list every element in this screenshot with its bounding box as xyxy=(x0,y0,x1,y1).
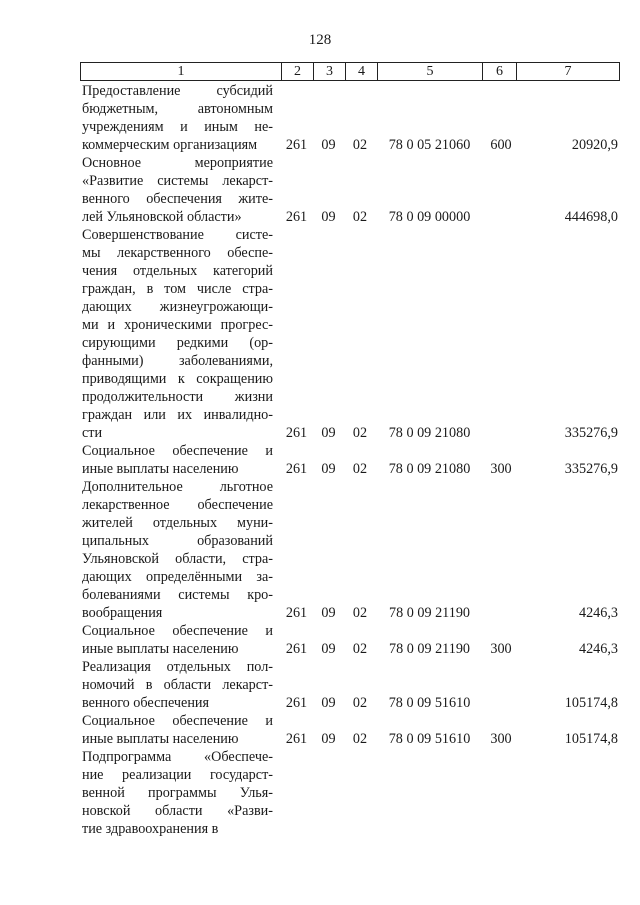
target-article: 78 0 09 21080 xyxy=(388,461,471,477)
table-body xyxy=(82,82,618,838)
description-line: Ульяновской области, стра- xyxy=(82,551,273,567)
subsection-code: 02 xyxy=(352,137,368,153)
description-line: бюджетным, автономным xyxy=(82,101,273,117)
description-line: учреждениям и иным не- xyxy=(82,119,273,135)
description-line: Социальное обеспечение и xyxy=(82,713,273,729)
table-row xyxy=(82,748,618,838)
description-line: чения отдельных категорий xyxy=(82,263,273,279)
amount: 335276,9 xyxy=(564,425,618,441)
description-line: дающих определёнными за- xyxy=(82,569,273,585)
description-line: номочий в области лекарст- xyxy=(82,677,273,693)
description-line: Основное мероприятие xyxy=(82,155,273,171)
admin-code: 261 xyxy=(285,731,308,747)
description-line: вообращения xyxy=(82,605,163,621)
description-line: приводящими к сокращению xyxy=(82,371,273,387)
description-line: венного обеспечения жите- xyxy=(82,191,273,207)
section-code: 09 xyxy=(321,605,336,621)
row-description xyxy=(82,658,281,712)
description-line: болеваниями системы кро- xyxy=(82,587,273,603)
amount: 444698,0 xyxy=(564,209,618,225)
description-line: иные выплаты населению xyxy=(82,641,239,657)
header-cell: 7 xyxy=(564,64,572,79)
expense-type: 300 xyxy=(490,731,512,747)
amount: 4246,3 xyxy=(578,641,618,657)
subsection-code: 02 xyxy=(352,461,368,477)
section-code: 09 xyxy=(321,461,336,477)
table-header xyxy=(80,62,620,81)
row-description xyxy=(82,442,281,478)
description-line: венной программы Улья- xyxy=(82,785,273,801)
row-description xyxy=(82,154,281,226)
description-line: тие здравоохранения в xyxy=(82,821,219,837)
row-description xyxy=(82,712,281,748)
admin-code: 261 xyxy=(285,137,308,153)
page-number: 128 xyxy=(308,32,332,48)
description-line: граждан, в том числе стра- xyxy=(82,281,273,297)
target-article: 78 0 09 51610 xyxy=(388,731,471,747)
row-description xyxy=(82,622,281,658)
description-line: новской области «Разви- xyxy=(82,803,273,819)
header-cell: 4 xyxy=(346,63,378,80)
table-row xyxy=(82,154,618,226)
subsection-code: 02 xyxy=(352,731,368,747)
target-article: 78 0 09 00000 xyxy=(388,209,471,225)
admin-code: 261 xyxy=(285,461,308,477)
row-description xyxy=(82,82,281,154)
description-line: Дополнительное льготное xyxy=(82,479,273,495)
table-row xyxy=(82,622,618,658)
description-line: Социальное обеспечение и xyxy=(82,623,273,639)
subsection-code: 02 xyxy=(352,425,368,441)
description-line: мы лекарственного обеспе- xyxy=(82,245,273,261)
table-row xyxy=(82,658,618,712)
admin-code: 261 xyxy=(285,209,308,225)
description-line: Предоставление субсидий xyxy=(82,83,273,99)
amount: 335276,9 xyxy=(564,461,618,477)
description-line: Социальное обеспечение и xyxy=(82,443,273,459)
row-description xyxy=(82,748,281,838)
target-article: 78 0 05 21060 xyxy=(388,137,471,153)
row-description xyxy=(82,226,281,442)
table-row xyxy=(82,442,618,478)
table-row xyxy=(82,82,618,154)
description-line: «Развитие системы лекарст- xyxy=(82,173,273,189)
description-line: лей Ульяновской области» xyxy=(82,209,242,225)
subsection-code: 02 xyxy=(352,209,368,225)
subsection-code: 02 xyxy=(352,695,368,711)
description-line: иные выплаты населению xyxy=(82,461,239,477)
table-row xyxy=(82,226,618,442)
description-line: Реализация отдельных пол- xyxy=(82,659,273,675)
description-line: Совершенствование систе- xyxy=(82,227,273,243)
admin-code: 261 xyxy=(285,605,308,621)
target-article: 78 0 09 21190 xyxy=(388,641,471,657)
description-line: граждан или их инвалидно- xyxy=(82,407,273,423)
description-line: Подпрограмма «Обеспече- xyxy=(82,749,273,765)
subsection-code: 02 xyxy=(352,641,368,657)
amount: 105174,8 xyxy=(564,731,618,747)
description-line: лекарственное обеспечение xyxy=(82,497,273,513)
description-line: продолжительности жизни xyxy=(82,389,273,405)
amount: 20920,9 xyxy=(571,137,618,153)
row-description xyxy=(82,478,281,622)
admin-code: 261 xyxy=(285,425,308,441)
header-cell: 1 xyxy=(81,63,282,80)
admin-code: 261 xyxy=(285,641,308,657)
section-code: 09 xyxy=(321,695,336,711)
amount: 4246,3 xyxy=(578,605,618,621)
amount: 105174,8 xyxy=(564,695,618,711)
description-line: ми и хроническими прогрес- xyxy=(82,317,273,333)
header-cell: 2 xyxy=(282,63,314,80)
section-code: 09 xyxy=(321,641,336,657)
section-code: 09 xyxy=(321,425,336,441)
target-article: 78 0 09 21190 xyxy=(388,605,471,621)
description-line: ципальных образований xyxy=(82,533,273,549)
header-cell: 6 xyxy=(483,63,517,80)
description-line: сти xyxy=(82,425,103,441)
target-article: 78 0 09 51610 xyxy=(388,695,471,711)
description-line: жителей отдельных муни- xyxy=(82,515,273,531)
table-row xyxy=(82,478,618,622)
expense-type: 300 xyxy=(490,641,512,657)
section-code: 09 xyxy=(321,731,336,747)
description-line: иные выплаты населению xyxy=(82,731,239,747)
section-code: 09 xyxy=(321,137,336,153)
description-line: ние реализации государст- xyxy=(82,767,273,783)
table-row xyxy=(82,712,618,748)
description-line: коммерческим организациям xyxy=(82,137,258,153)
description-line: сирующими редкими (ор- xyxy=(82,335,273,351)
expense-type: 600 xyxy=(490,137,512,153)
admin-code: 261 xyxy=(285,695,308,711)
description-line: венного обеспечения xyxy=(82,695,210,711)
expense-type: 300 xyxy=(490,461,512,477)
subsection-code: 02 xyxy=(352,605,368,621)
target-article: 78 0 09 21080 xyxy=(388,425,471,441)
header-cell: 5 xyxy=(378,63,483,80)
header-cell: 3 xyxy=(314,63,346,80)
description-line: фанными) заболеваниями, xyxy=(82,353,273,369)
description-line: дающих жизнеугрожающи- xyxy=(82,299,273,315)
section-code: 09 xyxy=(321,209,336,225)
